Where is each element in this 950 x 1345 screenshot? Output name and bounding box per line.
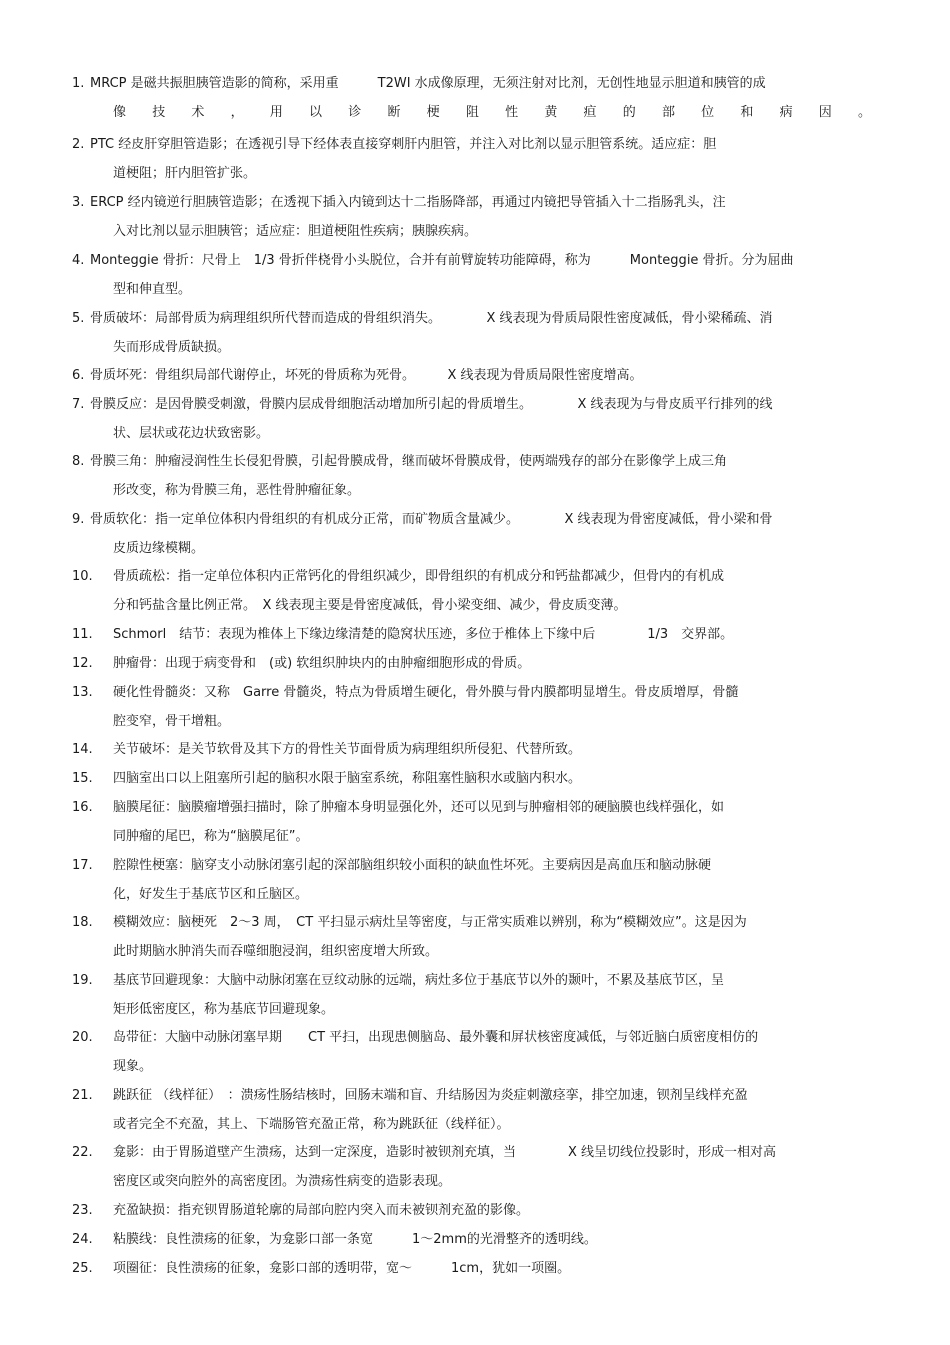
entry-text-cont: 失而形成骨质缺损。 xyxy=(113,340,231,355)
entry-text-cont: 分和钙盐含量比例正常。 X 线表现主要是骨密度减低，骨小梁变细、减少，骨皮质变薄。 xyxy=(113,598,627,613)
entry-text-cont: 皮质边缘模糊。 xyxy=(113,541,205,556)
entry-text: 骨质坏死：骨组织局部代谢停止，坏死的骨质称为死骨。 X 线表现为骨质局限性密度增高。 xyxy=(90,368,643,383)
entry-number: 1. xyxy=(72,76,85,91)
entry-number: 13. xyxy=(72,685,93,700)
entry-text-cont: 腔变窄，骨干增粗。 xyxy=(113,714,231,729)
entry-text: 跳跃征 （线样征） ：溃疡性肠结核时，回肠末端和盲、升结肠因为炎症刺激痉挛，排空加速，钡剂呈线样充盈 xyxy=(113,1088,748,1103)
entry-number: 18. xyxy=(72,915,93,930)
entry-text: 龛影：由于胃肠道壁产生溃疡，达到一定深度，造影时被钡剂充填，当 X 线呈切线位投影时，形成一相对高 xyxy=(113,1145,777,1160)
entry-text: 岛带征：大脑中动脉闭塞早期 CT 平扫，出现患侧脑岛、最外囊和屏状核密度减低，与邻近脑白质密度相仿的 xyxy=(113,1030,759,1045)
entry-text-cont: 或者完全不充盈，其上、下端肠管充盈正常，称为跳跃征（线样征）。 xyxy=(113,1117,510,1132)
entry-number: 22. xyxy=(72,1145,93,1160)
entry-text: 模糊效应：脑梗死 2～3 周， CT 平扫显示病灶呈等密度，与正常实质难以辨别，称为“模糊效应”。这是因为 xyxy=(113,915,747,930)
entry-number: 25. xyxy=(72,1261,93,1276)
entry-number: 24. xyxy=(72,1232,93,1247)
entry-text: 脑膜尾征：脑膜瘤增强扫描时，除了肿瘤本身明显强化外，还可以见到与肿瘤相邻的硬脑膜也线样强化，如 xyxy=(113,800,725,815)
entry-number: 20. xyxy=(72,1030,93,1045)
entry-number: 8. xyxy=(72,454,85,469)
entry-number: 6. xyxy=(72,368,85,383)
entry-text: 骨膜三角：肿瘤浸润性生长侵犯骨膜，引起骨膜成骨，继而破坏骨膜成骨，使两端残存的部分在影像学上成三角 xyxy=(90,454,728,469)
entry-text: 骨质疏松：指一定单位体积内正常钙化的骨组织减少，即骨组织的有机成分和钙盐都减少，但骨内的有机成 xyxy=(113,569,725,584)
entry-text: 关节破坏：是关节软骨及其下方的骨性关节面骨质为病理组织所侵犯、代替所致。 xyxy=(113,742,582,757)
entry-text: 肿瘤骨：出现于病变骨和 (或) 软组织肿块内的由肿瘤细胞形成的骨质。 xyxy=(113,656,531,671)
entry-number: 21. xyxy=(72,1088,93,1103)
entry-text: 腔隙性梗塞：脑穿支小动脉闭塞引起的深部脑组织较小面积的缺血性坏死。主要病因是高血压和脑动脉硬 xyxy=(113,858,712,873)
entry-text: PTC 经皮肝穿胆管造影；在透视引导下经体表直接穿刺肝内胆管，并注入对比剂以显示胆管系统。适应症：胆 xyxy=(90,137,717,152)
entry-text: Monteggie 骨折：尺骨上 1/3 骨折伴桡骨小头脱位，合并有前臂旋转功能障碍，称为 Monteggie 骨折。分为屈曲 xyxy=(90,253,794,268)
entry-number: 4. xyxy=(72,253,85,268)
entry-number: 12. xyxy=(72,656,93,671)
entry-number: 19. xyxy=(72,973,93,988)
entry-text-cont: 密度区或突向腔外的高密度团。为溃疡性病变的造影表现。 xyxy=(113,1174,452,1189)
entry-text: 四脑室出口以上阻塞所引起的脑积水限于脑室系统，称阻塞性脑积水或脑内积水。 xyxy=(113,771,582,786)
entry-text-cont: 矩形低密度区，称为基底节回避现象。 xyxy=(113,1002,335,1017)
entry-number: 2. xyxy=(72,137,85,152)
entry-number: 23. xyxy=(72,1203,93,1218)
entry-text: 骨质破坏：局部骨质为病理组织所代替而造成的骨组织消失。 X 线表现为骨质局限性密度减低，骨小梁稀疏、消 xyxy=(90,311,773,326)
entry-text: 硬化性骨髓炎：又称 Garre 骨髓炎，特点为骨质增生硬化，骨外膜与骨内膜都明显增生。骨皮质增厚，骨髓 xyxy=(113,685,739,700)
entry-text: 基底节回避现象：大脑中动脉闭塞在豆纹动脉的远端，病灶多位于基底节以外的颞叶，不累及基底节区，呈 xyxy=(113,973,725,988)
entry-text-cont: 形改变，称为骨膜三角，恶性骨肿瘤征象。 xyxy=(113,483,361,498)
entry-text-cont: 同肿瘤的尾巴，称为“脑膜尾征”。 xyxy=(113,829,309,844)
entry-text-cont: 像 技 术 ， 用 以 诊 断 梗 阻 性 黄 疸 的 部 位 和 病 因 。 xyxy=(113,105,871,120)
entry-text-cont: 型和伸直型。 xyxy=(113,282,192,297)
entry-text-cont: 入对比剂以显示胆胰管；适应症：胆道梗阻性疾病；胰腺疾病。 xyxy=(113,224,478,239)
entry-text-cont: 道梗阻；肝内胆管扩张。 xyxy=(113,166,257,181)
entry-text: 骨膜反应：是因骨膜受刺激，骨膜内层成骨细胞活动增加所引起的骨质增生。 X 线表现为与骨皮质平行排列的线 xyxy=(90,397,773,412)
entry-number: 3. xyxy=(72,195,85,210)
entry-text-cont: 化，好发生于基底节区和丘脑区。 xyxy=(113,887,309,902)
entry-number: 7. xyxy=(72,397,85,412)
entry-text-cont: 此时期脑水肿消失而吞噬细胞浸润，组织密度增大所致。 xyxy=(113,944,439,959)
entry-number: 10. xyxy=(72,569,93,584)
entry-text: ERCP 经内镜逆行胆胰管造影；在透视下插入内镜到达十二指肠降部，再通过内镜把导管插入十二指肠乳头，注 xyxy=(90,195,726,210)
entry-text: 骨质软化：指一定单位体积内骨组织的有机成分正常，而矿物质含量减少。 X 线表现为骨密度减低，骨小梁和骨 xyxy=(90,512,773,527)
entry-number: 16. xyxy=(72,800,93,815)
entry-text: Schmorl 结节：表现为椎体上下缘边缘清楚的隐窝状压迹，多位于椎体上下缘中后 1/3 交界部。 xyxy=(113,627,734,642)
entry-number: 14. xyxy=(72,742,93,757)
entry-number: 5. xyxy=(72,311,85,326)
entry-number: 11. xyxy=(72,627,93,642)
entry-text: MRCP 是磁共振胆胰管造影的简称，采用重 T2WI 水成像原理，无须注射对比剂，无创性地显示胆道和胰管的成 xyxy=(90,76,766,91)
entry-text-cont: 现象。 xyxy=(113,1059,153,1074)
entry-text: 粘膜线：良性溃疡的征象，为龛影口部一条宽 1～2mm的光滑整齐的透明线。 xyxy=(113,1232,597,1247)
entry-number: 17. xyxy=(72,858,93,873)
entry-number: 15. xyxy=(72,771,93,786)
entry-text: 项圈征：良性溃疡的征象，龛影口部的透明带，宽～ 1cm，犹如一项圈。 xyxy=(113,1261,571,1276)
entry-text: 充盈缺损：指充钡胃肠道轮廓的局部向腔内突入而未被钡剂充盈的影像。 xyxy=(113,1203,530,1218)
entry-text-cont: 状、层状或花边状致密影。 xyxy=(113,426,270,441)
entry-number: 9. xyxy=(72,512,85,527)
